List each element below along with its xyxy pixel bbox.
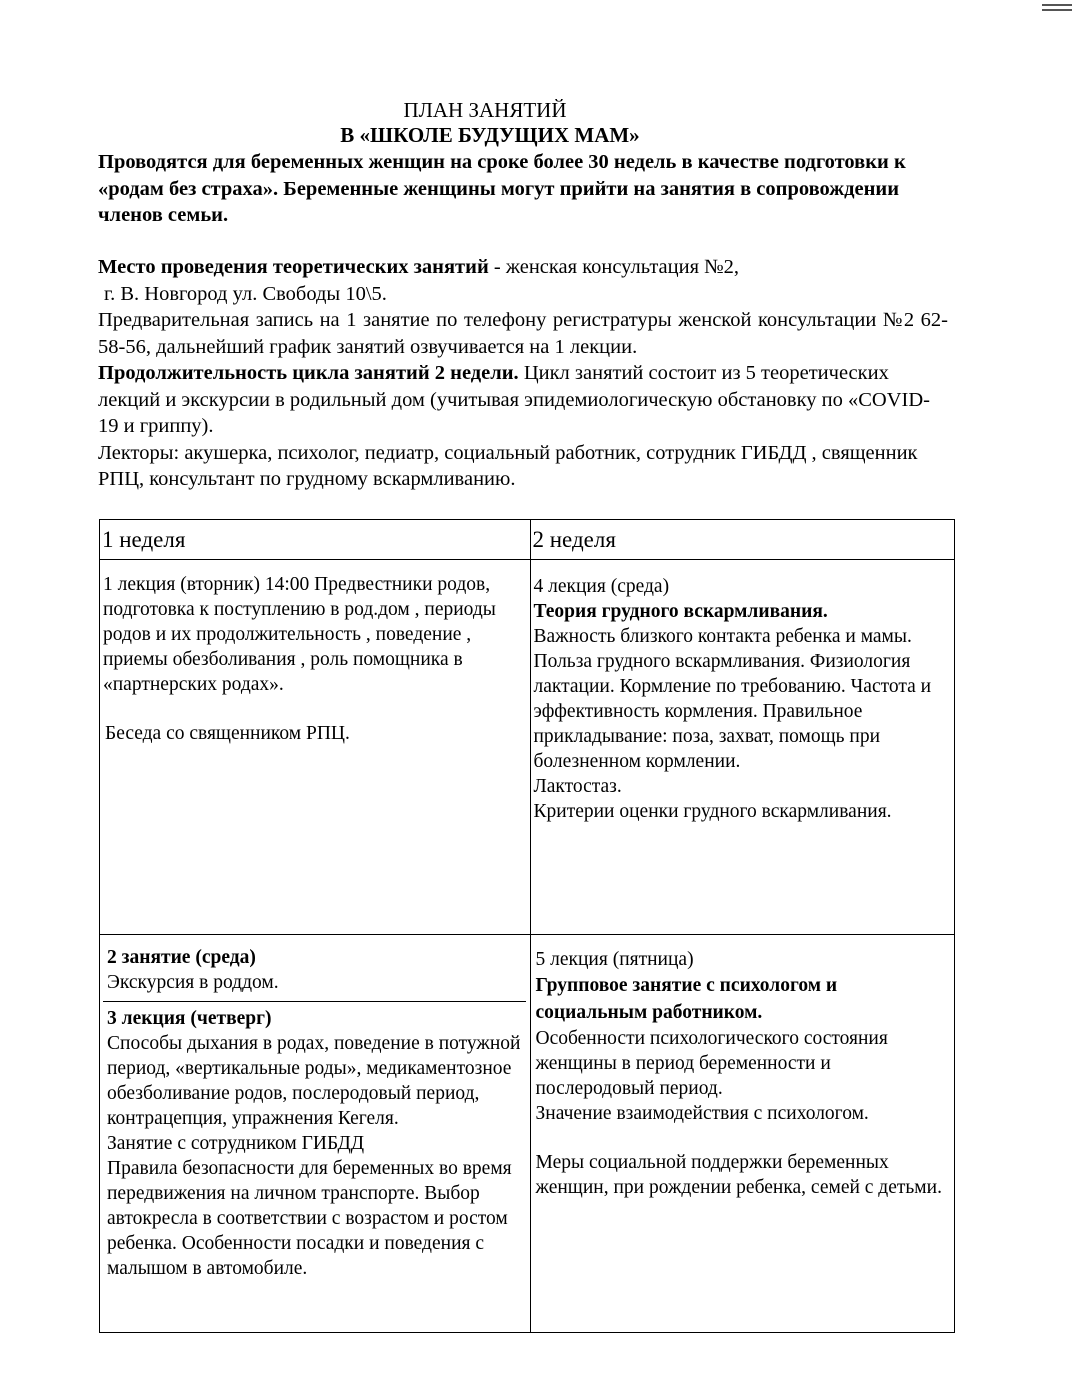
lecture1-text: 1 лекция (вторник) 14:00 Предвестники родов, подготовка к поступлению в род.дом , периоды родов и их продолжительность , поведение , приемы обезболивания , роль помощника в «партнерских родах».	[103, 574, 496, 695]
lecture5-line2: Значение взаимодействия с психологом.	[535, 1103, 869, 1124]
lecture5-cell	[530, 935, 955, 1333]
lecture4-text: Важность близкого контакта ребенка и мамы. Польза грудного вскармливания. Физиология лактации. Кормление по требованию. Частота и эффективность кормления. Правильное прикладывание: поза, захват, помощь при болезненном кормлении.	[533, 626, 932, 772]
lecture1-cell	[100, 560, 531, 935]
week1-second-cell	[100, 935, 531, 1333]
gibdd-text: Правила безопасности для беременных во время передвижения на личном транспорте. Выбор автокресла в соответствии с возрастом и ростом ребенка. Особенности посадки и поведения с малышом в автомобиле.	[107, 1158, 512, 1279]
table-row	[100, 935, 955, 1333]
page-subtitle: В «ШКОЛЕ БУДУЩИХ МАМ»	[340, 123, 640, 147]
duration-text: Цикл занятий состоит из 5 теоретических лекций и экскурсии в родильный дом (учитывая эпидемиологическую обстановку по «COVID-19 и гриппу).	[98, 362, 930, 437]
menu-icon	[1042, 4, 1072, 14]
venue-address: г. В. Новгород ул. Свободы 10\5.	[104, 282, 387, 305]
lecture5-text2: Меры социальной поддержки беременных женщин, при рождении ребенка, семей с детьми.	[535, 1152, 942, 1198]
lecture4-line3: Критерии оценки грудного вскармливания.	[533, 801, 892, 822]
lecture4-heading: 4 лекция (среда)	[533, 576, 670, 597]
lecture4-cell	[530, 560, 955, 935]
lecture4-line2: Лактостаз.	[533, 776, 622, 797]
venue-label: Место проведения теоретических занятий	[98, 256, 489, 278]
lecture1-extra: Беседа со священником РПЦ.	[105, 723, 350, 744]
venue-value: - женская консультация №2,	[488, 256, 740, 278]
table-header-row	[100, 520, 955, 560]
lecture4-topic: Теория грудного вскармливания.	[533, 601, 828, 622]
duration-line	[98, 360, 948, 440]
week1-header: 1 неделя	[100, 520, 531, 560]
table-row	[100, 560, 955, 935]
registration-text: Предварительная запись на 1 занятие по телефону регистратуры женской консультации №2 62-58-56, дальнейший график занятий озвучивается на 1 лекции.	[98, 309, 948, 358]
lesson2-text: Экскурсия в роддом.	[107, 972, 279, 993]
lesson2-heading: 2 занятие (среда)	[107, 947, 256, 968]
lecture3-heading: 3 лекция (четверг)	[107, 1008, 272, 1029]
venue-line	[98, 254, 948, 281]
gibdd-heading: Занятие с сотрудником ГИБДД	[107, 1133, 365, 1154]
lecture5-topic: Групповое занятие с психологом и социальным работником.	[535, 975, 838, 1023]
schedule-table	[99, 519, 955, 1333]
week2-header: 2 неделя	[530, 520, 955, 560]
page-title: ПЛАН ЗАНЯТИЙ	[403, 98, 567, 122]
duration-label: Продолжительность цикла занятий 2 недели.	[98, 362, 519, 384]
info-section	[98, 254, 948, 493]
intro-paragraph: Проводятся для беременных женщин на сроке более 30 недель в качестве подготовки к «родам без страха». Беременные женщины могут прийти на занятия в сопровождении членов семьи.	[98, 151, 906, 226]
lecture5-text: Особенности психологического состояния женщины в период беременности и послеродовый период.	[535, 1028, 888, 1099]
lecturers-text: Лекторы: акушерка, психолог, педиатр, социальный работник, сотрудник ГИБДД , священник РПЦ, консультант по грудному вскармливанию.	[98, 441, 918, 490]
lecture5-heading: 5 лекция (пятница)	[535, 949, 694, 970]
lecture3-text: Способы дыхания в родах, поведение в потужной период, «вертикальные роды», медикаментозное обезболивание родов, послеродовый период, контрацепция, упражнения Кегеля.	[107, 1033, 521, 1129]
